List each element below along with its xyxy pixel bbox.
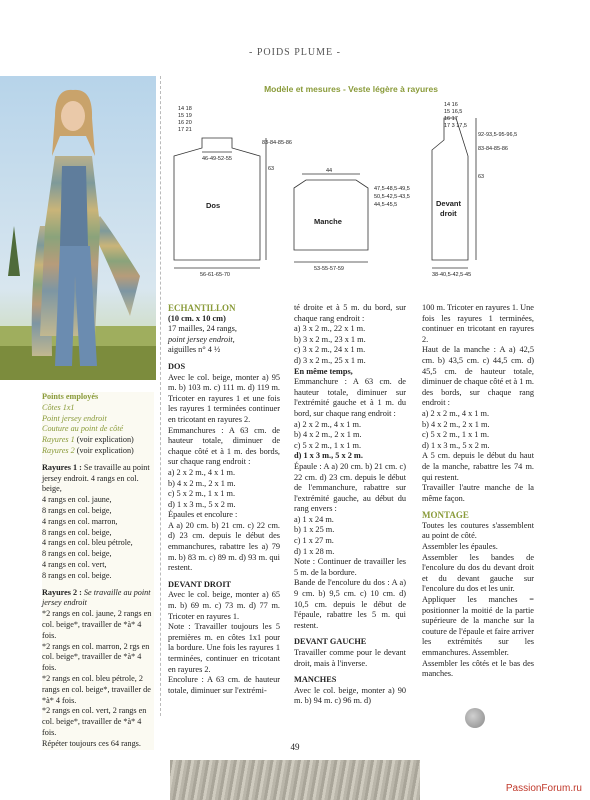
devant-armhole: 63 bbox=[478, 174, 485, 180]
sidebar-stitches bbox=[42, 392, 154, 750]
rayures1-line: 4 rangs en col. jaune, bbox=[42, 495, 112, 505]
echantillon-line: point jersey endroit, bbox=[168, 334, 235, 344]
col2-intro: té droite et à 5 m. du bord, sur chaque rang endroit : bbox=[294, 303, 406, 323]
dos-armhole: 63 bbox=[268, 166, 275, 172]
dos-neck-width: 46-49-52-55 bbox=[202, 156, 232, 162]
echantillon-line: aiguilles n° 4 ½ bbox=[168, 345, 221, 355]
autre-manche-text: Travailler l'autre manche de la même façon. bbox=[422, 483, 534, 503]
instruction-line: a) 2 x 2 m., 4 x 1 m. bbox=[422, 408, 490, 418]
manche-top-width: 44 bbox=[326, 168, 333, 174]
pe-item: Couture au point de côté bbox=[42, 424, 124, 434]
devant-droit-text: Avec le col. beige, monter a) 65 m. b) 69 m. c) 73 m. d) 77 m. Tricoter en rayures 1. bbox=[168, 590, 280, 621]
instruction-line: b) 3 x 2 m., 23 x 1 m. bbox=[294, 334, 366, 344]
yarn-ball-icon bbox=[465, 708, 485, 728]
assembler-text: Assembler les bandes de l'encolure du dos du devant droit et du devant gauche sur l'encolure du dos et les unir. bbox=[422, 552, 534, 594]
manches-text: Avec le col. beige, monter a) 90 m. b) 94 m. c) 96 m. d) bbox=[294, 685, 406, 706]
instruction-line: a) 1 x 24 m. bbox=[294, 514, 334, 524]
rayures1-line: 8 rangs en col. beige, bbox=[42, 505, 112, 515]
manche-label: Manche bbox=[314, 217, 342, 226]
appliquer-text: Appliquer les manches = positionner la moitié de la partie supérieure de la manche sur la couture de l'épaule et faire arriver les extrémités sur les emmanchures. Assembler. bbox=[422, 595, 534, 657]
dos-title: DOS bbox=[168, 361, 186, 371]
epaule-text: Épaule : A a) 20 cm. b) 21 cm. c) 22 cm. d) 23 cm. depuis le début de l'emmanchure, rabattre sur l'extrémité gauche, au début du rang envers : bbox=[294, 461, 406, 514]
rayures1-line: 8 rangs en col. beige, bbox=[42, 549, 112, 559]
devant-gauche-title: DEVANT GAUCHE bbox=[294, 637, 367, 647]
pe-rayures2: Rayures 2 (voir explication) bbox=[42, 445, 134, 455]
rayures1-intro: Rayures 1 : Se travaille au point jersey endroit. 4 rangs en col. beige, bbox=[42, 462, 150, 494]
rayures1-line: 4 rangs en col. bleu pétrole, bbox=[42, 538, 133, 548]
rayures2-line: *2 rangs en col. vert, 2 rangs en col. beige*, travailler de *à* 4 fois. bbox=[42, 706, 147, 737]
echantillon-title: ECHANTILLON bbox=[168, 303, 236, 313]
echantillon-line: 17 mailles, 24 rangs, bbox=[168, 324, 237, 334]
manches-title: MANCHES bbox=[294, 675, 337, 685]
text-column-2 bbox=[294, 303, 406, 707]
points-employes-title: Points employés bbox=[42, 392, 99, 401]
instruction-line: a) 2 x 2 m., 4 x 1 m. bbox=[168, 467, 236, 477]
pe-rayures1: Rayures 1 (voir explication) bbox=[42, 435, 134, 445]
devant-shoulder-row: 17 3 17,5 bbox=[444, 123, 467, 129]
devant-droit-note: Note : Travailler toujours les 5 premières m. en côtes 1x1 pour la bordure. Une fois les rayures 1 terminées, continuer en tricotant en rayures 2. bbox=[168, 622, 280, 674]
assembler-text: Assembler les côtés et le bas des manches. bbox=[422, 658, 534, 679]
model-photo bbox=[0, 76, 156, 380]
assembler-text: Assembler les épaules. bbox=[422, 542, 498, 552]
instruction-line: c) 5 x 2 m., 1 x 1 m. bbox=[168, 489, 236, 499]
dos-label: Dos bbox=[206, 201, 221, 210]
instruction-line: b) 4 x 2 m., 2 x 1 m. bbox=[168, 478, 236, 488]
devant-outline bbox=[432, 118, 468, 260]
dos-text: Avec le col. beige, monter a) 95 m. b) 103 m. c) 111 m. d) 119 m. Tricoter en rayures 1 et une fois les rayures 1 terminées continuer en tricotant en rayures 2. bbox=[168, 372, 280, 424]
montage-title: MONTAGE bbox=[422, 510, 469, 521]
rabattre-text: A 5 cm. depuis le début du haut de la manche, rabattre les 74 m. qui restent. bbox=[422, 451, 534, 482]
instruction-line: d) 1 x 3 m., 5 x 2 m. bbox=[422, 440, 490, 450]
rayures1-line: 8 rangs en col. beige, bbox=[42, 527, 112, 537]
manche-outline bbox=[294, 180, 368, 250]
echantillon-size: (10 cm. x 10 cm) bbox=[168, 313, 226, 323]
instruction-line: c) 3 x 2 m., 24 x 1 m. bbox=[294, 345, 366, 355]
model-photo-drawing bbox=[0, 76, 156, 380]
encolure-text: Encolure : A 63 cm. de hauteur totale, diminuer sur l'extrémi- bbox=[168, 675, 280, 695]
emmanchure-text: Emmanchure : A 63 cm. de hauteur totale, diminuer sur l'extrémité gauche et à 1 m. du bord, sur chaque rang endroit : bbox=[294, 377, 406, 418]
epaules-title: Épaules et encolure : bbox=[168, 510, 238, 520]
devant-label: droit bbox=[440, 209, 457, 218]
rayures2-intro: Rayures 2 : Se travaille au point jersey endroit bbox=[42, 587, 151, 608]
manche-bottom-width: 53-55-57-59 bbox=[314, 266, 344, 272]
instruction-line: d) 1 x 3 m., 5 x 2 m. bbox=[294, 451, 363, 461]
meme-temps: En même temps, bbox=[294, 366, 353, 376]
note-text: Note : Continuer de travailler les 5 m. de la bordure. bbox=[294, 557, 406, 577]
montage-text: Toutes les coutures s'assemblent au point de côté. bbox=[422, 520, 534, 541]
instruction-line: b) 4 x 2 m., 2 x 1 m. bbox=[294, 430, 362, 440]
column-divider bbox=[160, 76, 161, 716]
devant-droit-title: DEVANT DROIT bbox=[168, 579, 232, 589]
dos-bottom-width: 56-61-65-70 bbox=[200, 272, 230, 278]
manche-side-measure: 44,5-45,5 bbox=[374, 202, 398, 208]
devant-shoulder-row: 15 16,5 bbox=[444, 109, 463, 115]
epaules-text: A a) 20 cm. b) 21 cm. c) 22 cm. d) 23 cm. depuis le début des emmanchures, rabattre les a) 79 m. b) 83 m. c) 89 m. d) 93 m. qui restent. bbox=[168, 520, 280, 573]
rayures2-line: *2 rangs en col. jaune, 2 rangs en col. beige*, travailler de *à* 4 fois. bbox=[42, 609, 152, 640]
manche-side-measure: 47,5-48,5-49,5 bbox=[374, 186, 410, 192]
rayures1-line: 4 rangs en col. vert, bbox=[42, 559, 107, 569]
pe-item: Point jersey endroit bbox=[42, 413, 107, 423]
devant-shoulder-row: 14 16 bbox=[444, 102, 458, 108]
page-number: 49 bbox=[290, 742, 300, 752]
col3-intro: 100 m. Tricoter en rayures 1. Une fois les rayures 1 terminées, continuer en tricotant en rayures 2. bbox=[422, 303, 534, 344]
bande-text: Bande de l'encolure du dos : A a) 9 cm. b) 9,5 cm. c) 10 cm. d) 10,5 cm. depuis le début de l'épaule, rabattre les 5 m. qui restent. bbox=[294, 578, 406, 630]
rayures1-line: 8 rangs en col. beige. bbox=[42, 570, 112, 580]
devant-height: 83-84-85-86 bbox=[478, 146, 508, 152]
page-header: - POIDS PLUME - bbox=[249, 47, 341, 58]
instruction-line: b) 4 x 2 m., 2 x 1 m. bbox=[422, 419, 490, 429]
dos-shoulder-row: 16 20 bbox=[178, 120, 192, 126]
devant-label: Devant bbox=[436, 199, 462, 208]
pe-item: Côtes 1x1 bbox=[42, 402, 75, 412]
dos-shoulder-row: 14 18 bbox=[178, 106, 192, 112]
diagram-title: Modèle et mesures - Veste légère à rayures bbox=[264, 84, 438, 94]
dos-height: 83-84-85-86 bbox=[262, 140, 292, 146]
manche-side-measure: 50,5-42,5-43,5 bbox=[374, 194, 410, 200]
dos-shoulder-row: 17 21 bbox=[178, 127, 192, 133]
dos-shoulder-row: 15 19 bbox=[178, 113, 192, 119]
instruction-line: c) 1 x 27 m. bbox=[294, 536, 334, 546]
emmanchures-text: Emmanchures : A 63 cm. de hauteur totale, diminuer de chaque côté et à 1 m. des bords, sur chaque rang endroit : bbox=[168, 425, 280, 467]
instruction-line: a) 2 x 2 m., 4 x 1 m. bbox=[294, 419, 362, 429]
devant-bottom-width: 38-40,5-42,5-45 bbox=[432, 272, 472, 278]
watermark: PassionForum.ru bbox=[505, 783, 582, 794]
instruction-line: c) 5 x 2 m., 1 x 1 m. bbox=[294, 440, 362, 450]
devant-height: 92-93,5-95-96,5 bbox=[478, 132, 518, 138]
instruction-line: b) 1 x 25 m. bbox=[294, 525, 335, 535]
instruction-line: c) 5 x 2 m., 1 x 1 m. bbox=[422, 430, 490, 440]
text-column-1 bbox=[168, 303, 280, 696]
instruction-line: d) 1 x 28 m. bbox=[294, 546, 335, 556]
measurement-diagram bbox=[162, 80, 540, 290]
instruction-line: d) 1 x 3 m., 5 x 2 m. bbox=[168, 499, 236, 509]
instruction-line: d) 3 x 2 m., 25 x 1 m. bbox=[294, 355, 366, 365]
rayures1-line: 4 rangs en col. marron, bbox=[42, 516, 118, 526]
rayures2-line: Répéter toujours ces 64 rangs. bbox=[42, 738, 141, 748]
rayures2-line: *2 rangs en col. marron, 2 rgs en col. beige*, travailler de *à* 4 fois. bbox=[42, 641, 150, 673]
instruction-line: a) 3 x 2 m., 22 x 1 m. bbox=[294, 324, 366, 334]
devant-gauche-text: Travailler comme pour le devant droit, mais à l'inverse. bbox=[294, 648, 406, 668]
schematic-drawing bbox=[162, 80, 540, 290]
knit-texture-image bbox=[170, 760, 420, 800]
haut-manche-text: Haut de la manche : A a) 42,5 cm. b) 43,5 cm. c) 44,5 cm. d) 45,5 cm. de hauteur totale, diminuer de chaque côté et à 1 m. des bords, sur chaque rang endroit : bbox=[422, 345, 534, 408]
devant-shoulder-row: 16 17 bbox=[444, 116, 458, 122]
rayures2-line: *2 rangs en col. bleu pétrole, 2 rangs en col. beige*, travailler de *à* 4 fois. bbox=[42, 673, 151, 705]
text-column-3 bbox=[422, 303, 534, 680]
